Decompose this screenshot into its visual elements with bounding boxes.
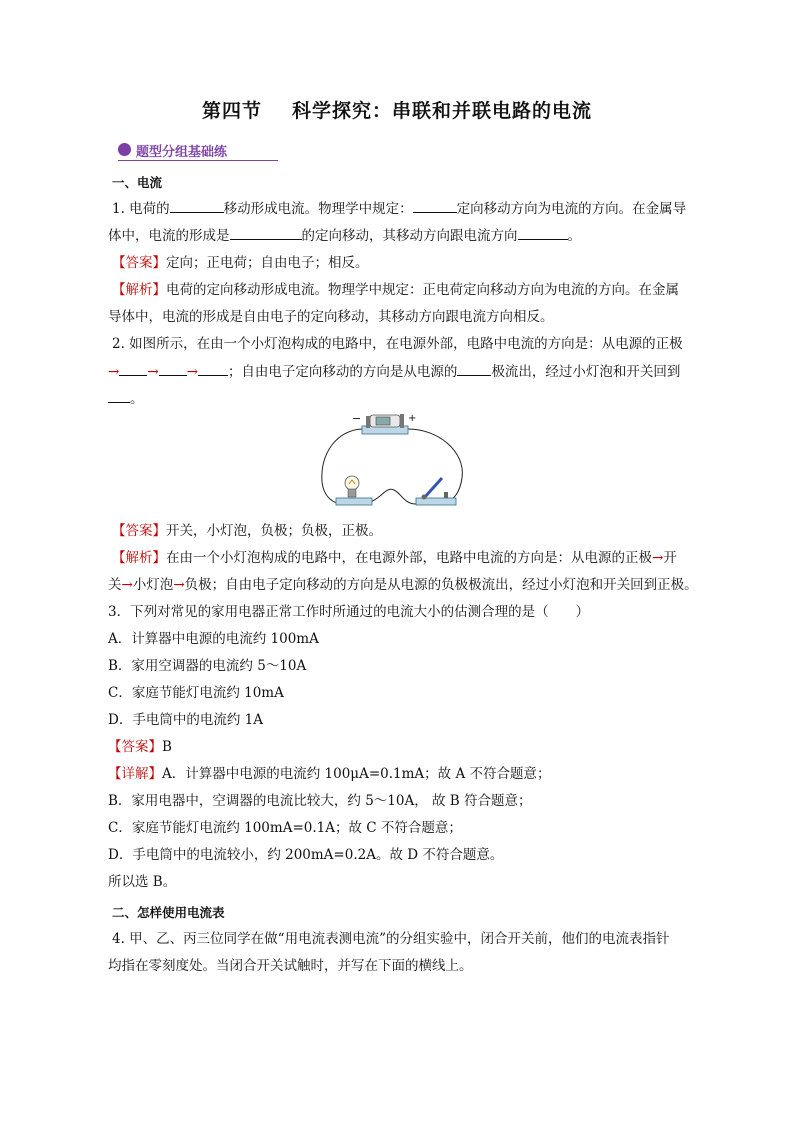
arrow-icon: → <box>108 364 120 380</box>
heading-current: 一、电流 <box>112 175 163 190</box>
q2-analysis-text-2c: 负极；自由电子定向移动的方向是从电源的负极极流出，经过小灯泡和开关回到正极。 <box>184 577 698 593</box>
blank <box>230 225 302 240</box>
q2-line2 <box>108 361 698 382</box>
q3-option-b: B．家用空调器的电流约 5～10A <box>108 658 307 674</box>
q3-conclusion: 所以选 B。 <box>108 874 177 890</box>
answer-label: 【答案】 <box>108 739 162 755</box>
q2-analysis-2 <box>108 575 698 595</box>
q2-analysis-text-1: 在由一个小灯泡构成的电路中，在电源外部，电路中电流的方向是：从电源的正极 <box>166 550 652 566</box>
arrow-icon: → <box>173 577 185 593</box>
q3-detail-text-a: A．计算器中电源的电流约 100μA=0.1mA；故 A 不符合题意； <box>162 766 551 782</box>
q2-answer-text: 开关，小灯泡，负极；负极，正极。 <box>166 523 382 539</box>
q1-answer <box>112 253 702 273</box>
title-topic: 科学探究：串联和并联电路的电流 <box>292 100 593 122</box>
q3-option-d: D．手电筒中的电流约 1A <box>108 712 263 728</box>
battery-icon <box>362 414 408 434</box>
arrow-icon: → <box>147 364 159 380</box>
heading-ammeter: 二、怎样使用电流表 <box>112 905 225 920</box>
arrow-icon: → <box>186 364 198 380</box>
q1-text-a: 1. 电荷的 <box>112 201 170 217</box>
answer-label: 【答案】 <box>112 255 166 271</box>
section-tag <box>118 140 278 161</box>
q2-analysis-text-2a: 关 <box>108 577 122 593</box>
q1-analysis-text-1: 电荷的定向移动形成电流。物理学中规定：正电荷定向移动方向为电流的方向。在金属 <box>166 282 679 298</box>
blank <box>413 198 457 213</box>
section-tag-label: 题型分组基础练 <box>136 145 228 160</box>
minus-sign: − <box>352 412 362 425</box>
analysis-label: 【解析】 <box>112 550 166 566</box>
blank <box>108 388 130 403</box>
switch-icon <box>416 478 456 505</box>
q4-line1: 4. 甲、乙、丙三位同学在做“用电流表测电流”的分组实验中，闭合开关前，他们的电流表指针 <box>112 931 670 947</box>
blank <box>518 225 568 240</box>
arrow-icon: → <box>652 550 664 566</box>
q2-text-d: 。 <box>130 391 144 407</box>
q1-line2 <box>108 225 698 246</box>
q2-text-b: ；自由电子定向移动的方向是从电源的 <box>227 364 458 380</box>
circuit-diagram <box>318 412 466 516</box>
q3-stem: 3．下列对常见的家用电器正常工作时所通过的电流大小的估测合理的是（ ） <box>108 604 590 620</box>
blank <box>170 198 224 213</box>
q2-answer <box>112 521 702 541</box>
q3-answer-text: B <box>162 739 172 755</box>
q1-analysis-1 <box>112 280 702 300</box>
bullet-dot-icon <box>118 143 131 156</box>
q3-detail-b: B．家用电器中，空调器的电流比较大，约 5～10A， 故 B 符合题意； <box>108 793 532 809</box>
q3-detail-a <box>108 764 698 784</box>
q2-text-a: 2. 如图所示，在由一个小灯泡构成的电路中，在电源外部，电路中电流的方向是：从电源的正极 <box>112 336 683 352</box>
q4-line2: 均指在零刻度处。当闭合开关试触时，并写在下面的横线上。 <box>108 958 473 974</box>
q2-analysis-text-1b: 开 <box>663 550 677 566</box>
detail-label: 【详解】 <box>108 766 162 782</box>
arrow-icon: → <box>121 577 133 593</box>
q2-analysis-text-2b: 小灯泡 <box>132 577 174 593</box>
page-title <box>0 96 794 123</box>
q3-answer <box>108 737 698 757</box>
q1-text-f: 。 <box>567 228 581 244</box>
wire-middle <box>370 489 416 504</box>
blank <box>198 361 228 376</box>
q1-text-c: 定向移动方向为电流的方向。在金属导 <box>456 201 687 217</box>
q1-text-e: 的定向移动，其移动方向跟电流方向 <box>301 228 518 244</box>
q3-option-a: A．计算器中电源的电流约 100mA <box>108 631 319 647</box>
q3-detail-d: D．手电筒中的电流较小，约 200mA=0.2A。故 D 不符合题意。 <box>108 847 504 863</box>
q1-answer-text: 定向；正电荷；自由电子；相反。 <box>166 255 369 271</box>
q2-text-c: 极流出，经过小灯泡和开关回到 <box>491 364 681 380</box>
bulb-icon <box>336 476 372 505</box>
plus-sign: + <box>408 413 417 424</box>
blank <box>457 361 491 376</box>
q2-line1 <box>112 334 702 354</box>
q1-analysis-text-2: 导体中，电流的形成是自由电子的定向移动，其移动方向跟电流方向相反。 <box>108 309 554 325</box>
title-section: 第四节 <box>201 100 262 122</box>
q2-analysis-1 <box>112 548 702 568</box>
blank <box>159 361 187 376</box>
q3-option-c: C．家庭节能灯电流约 10mA <box>108 685 284 701</box>
q1-line1 <box>112 198 702 219</box>
q1-analysis-2 <box>108 307 698 327</box>
answer-label: 【答案】 <box>112 523 166 539</box>
wire-right <box>406 429 462 502</box>
q1-text-b: 移动形成电流。物理学中规定： <box>223 201 413 217</box>
q1-text-d: 体中，电流的形成是 <box>108 228 230 244</box>
blank <box>119 361 147 376</box>
q2-line3 <box>108 388 698 409</box>
analysis-label: 【解析】 <box>112 282 166 298</box>
q3-detail-c: C．家庭节能灯电流约 100mA=0.1A；故 C 不符合题意； <box>108 820 462 836</box>
